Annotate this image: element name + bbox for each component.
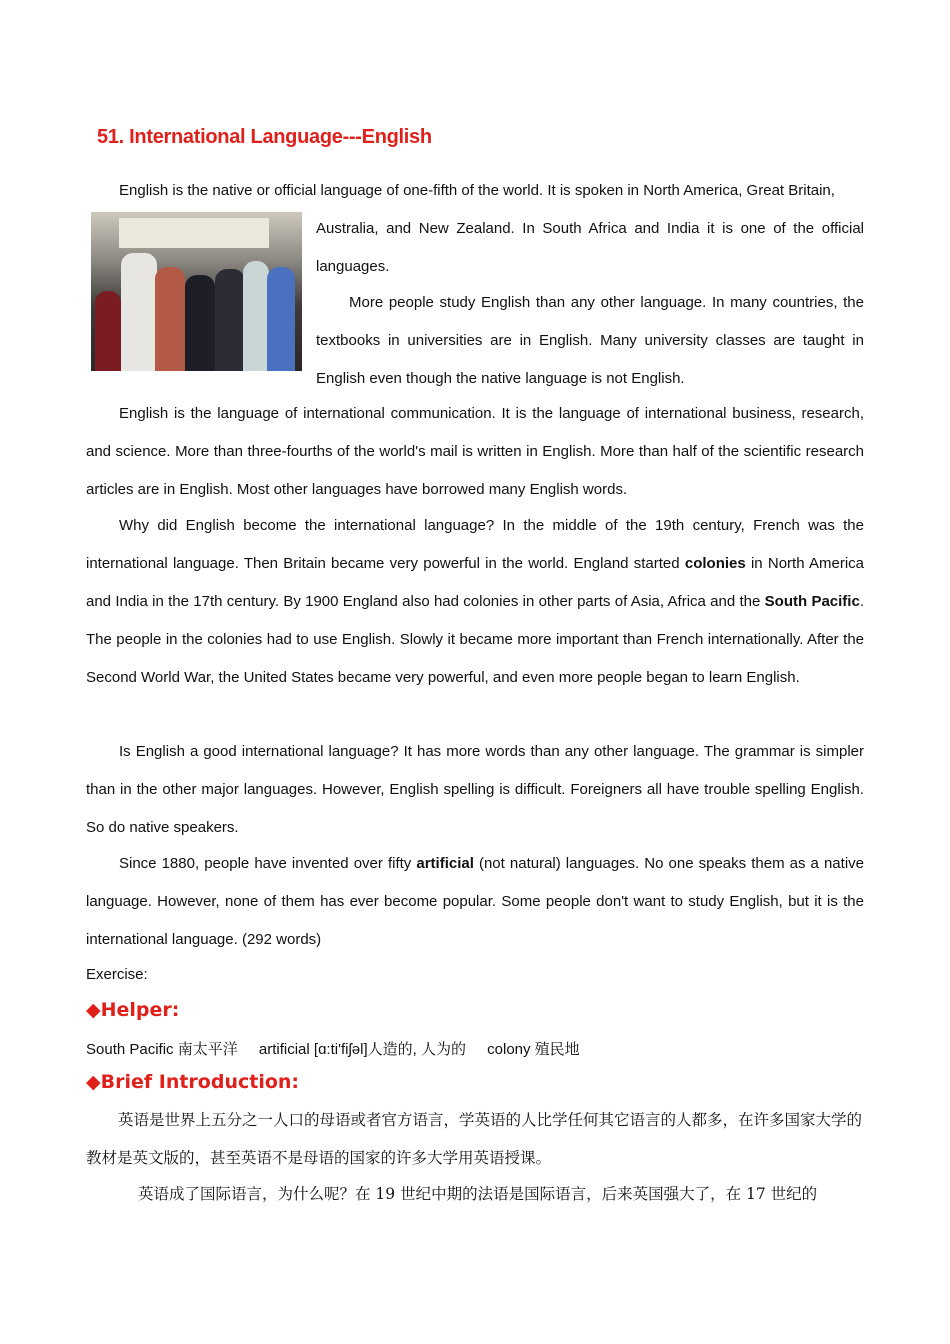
helper-vocabulary — [86, 1038, 597, 1059]
intro-paragraph-1: 英语是世界上五分之一人口的母语或者官方语言，学英语的人比学任何其它语言的人都多，在许多国家大学的教材是英文版的，甚至英语不是母语的国家的许多大学用英语授课。 — [86, 1111, 863, 1167]
helper-item-south-pacific: South Pacific 南太平洋 — [86, 1041, 238, 1058]
helper-heading: ◆Helper: — [86, 999, 180, 1021]
bold-south-pacific: South Pacific — [764, 593, 860, 610]
paragraph-4: Why did English become the international language? In the middle of the 19th century, French was the international language. Then Britain became very powerful in the world. England started colonies in North America and India in the 17th century. By 1900 England also had colonies in other parts of Asia, Africa and the South Pacific. The people in the colonies had to use English. Slowly it became more important than French internationally. After the Second World War, the United States became very powerful, and even more people began to learn English. — [86, 517, 864, 686]
helper-item-colony: colony 殖民地 — [487, 1041, 580, 1058]
bold-artificial: artificial — [416, 855, 474, 872]
paragraph-2: More people study English than any other language. In many countries, the textbooks in universities are in English. Many university classes are taught in English even though the native language is not English. — [316, 294, 864, 387]
exercise-label: Exercise: — [86, 966, 148, 983]
group-photo — [91, 212, 302, 371]
intro-paragraph-2: 英语成了国际语言，为什么呢？在 19 世纪中期的法语是国际语言，后来英国强大了，在 17 世纪的 — [138, 1185, 818, 1203]
bold-colonies: colonies — [684, 555, 746, 572]
helper-item-artificial: artificial [ɑ:ti'fiʃəl]人造的, 人为的 — [258, 1041, 466, 1058]
paragraph-1-rest: Australia, and New Zealand. In South Africa and India it is one of the official languages. — [316, 220, 864, 275]
paragraph-6: Since 1880, people have invented over fifty artificial (not natural) languages. No one speaks them as a native language. However, none of them has ever become popular. Some people don't want to study English, but it is the international language. (292 words) — [86, 855, 864, 948]
page-title: 51. International Language---English — [97, 126, 432, 148]
brief-introduction-heading: ◆Brief Introduction: — [86, 1071, 300, 1093]
paragraph-5: Is English a good international language? It has more words than any other language. The grammar is simpler than in the other major languages. However, English spelling is difficult. Foreigners all have trouble spelling English. So do native speakers. — [86, 743, 864, 836]
paragraph-3: English is the language of international communication. It is the language of international business, research, and science. More than three-fourths of the world's mail is written in English. More than half of the scientific research articles are in English. Most other languages have borrowed many English words. — [86, 405, 864, 498]
photo-banner — [119, 218, 269, 248]
paragraph-1-intro: English is the native or official language of one-fifth of the world. It is spoken in North America, Great Britain, — [119, 182, 835, 199]
